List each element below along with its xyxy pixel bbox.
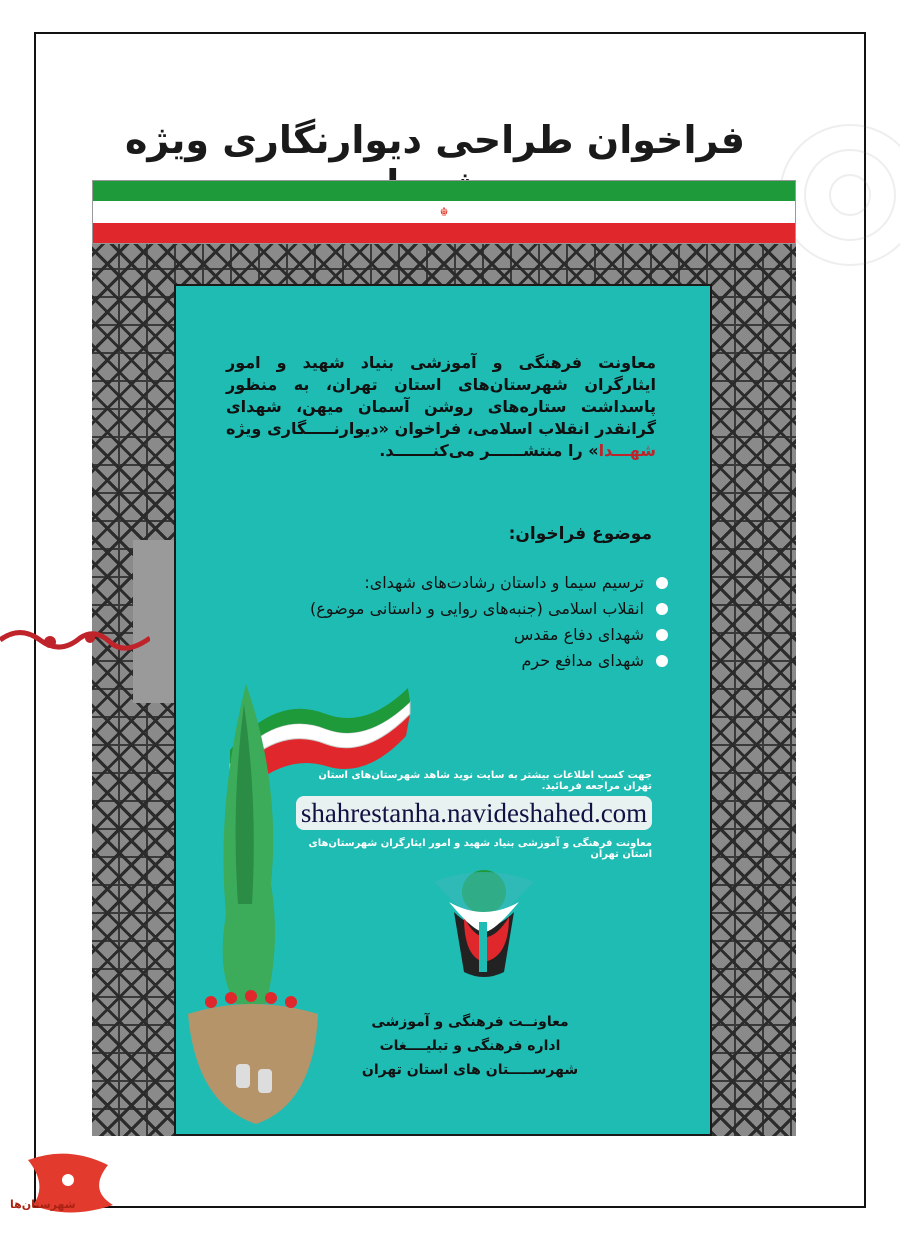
- page-title: فراخوان طراحی دیوارنگاری ویژه: [125, 118, 745, 162]
- bullet-icon: [656, 629, 668, 641]
- bullet-icon: [656, 577, 668, 589]
- list-item: ترسیم سیما و داستان رشادت‌های شهدای:: [260, 570, 668, 596]
- red-calligraphy-ornament: [0, 620, 150, 660]
- watermark-text: شهرستان‌ها: [10, 1198, 76, 1211]
- intro-highlight: شهـــدا: [598, 441, 656, 460]
- org-line: اداره فرهنگی و تبلیــــغات: [379, 1038, 561, 1054]
- foundation-logo: [424, 862, 544, 1002]
- list-item: شهدای مدافع حرم: [260, 648, 668, 674]
- org-line: شهرســـــتان های استان تهران: [361, 1062, 579, 1078]
- subject-heading: موضوع فراخوان:: [508, 524, 652, 544]
- credit-line: معاونت فرهنگی و آموزشی بنیاد شهید و امور ایثارگران شهرستان‌های استان تهران: [308, 838, 652, 860]
- website-url[interactable]: shahrestanha.navideshahed.com: [296, 796, 652, 830]
- bullet-icon: [656, 655, 668, 667]
- topics-list: [260, 570, 668, 674]
- list-item: انقلاب اسلامی (جنبه‌های روایی و داستانی موضوع): [260, 596, 668, 622]
- info-line: جهت کسب اطلاعات بیشتر به سایت نوید شاهد شهرستان‌های استان تهران مراجعه فرمائید.: [318, 770, 652, 792]
- iran-flag-banner: [92, 180, 796, 244]
- organization-block: [360, 1010, 580, 1082]
- intro-paragraph: معاونت فرهنگی و آموزشی بنیاد شهید و امور ایثارگران شهرستان‌های استان تهران، به منظور پاسداشت ستاره‌های روشن آسمان میهن، شهدای گرانقدر انقلاب اسلامی، فراخوان «دیوارنـــــگاری ویژه شهـــدا» را منتشــــــر می‌کنـــــــد.: [226, 353, 656, 460]
- bullet-icon: [656, 603, 668, 615]
- flag-emblem-icon: ☬: [439, 205, 449, 219]
- org-line: معاونــت فرهنگی و آموزشی: [371, 1014, 569, 1030]
- list-item: شهدای دفاع مقدس: [260, 622, 668, 648]
